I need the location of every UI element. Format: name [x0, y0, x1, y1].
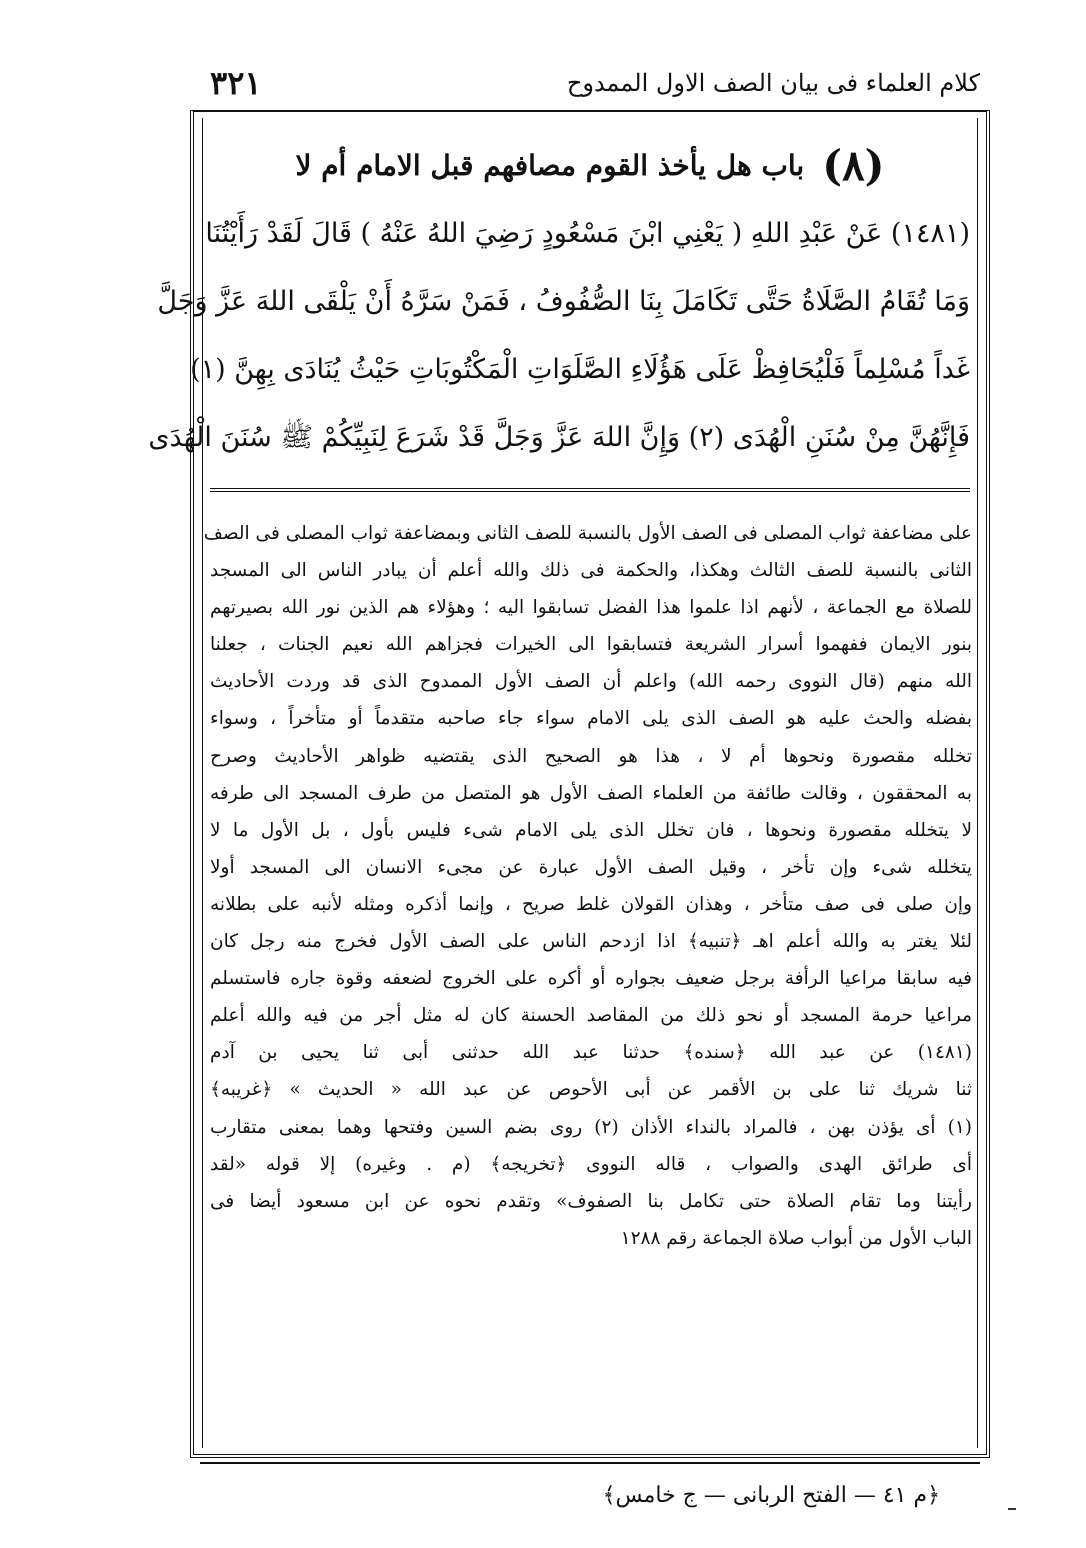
commentary-text — [203, 515, 972, 1257]
section-divider — [210, 488, 970, 492]
hadith-text — [148, 200, 970, 472]
margin-mark — [1008, 1508, 1016, 1510]
commentary-line: لئلا يغتر به والله أعلم اهـ ﴿تنبيه﴾ اذا ازدحم الناس على الصف الأول فخرج منه رجل كان — [210, 931, 972, 953]
commentary-line: على مضاعفة ثواب المصلى فى الصف الأول بالنسبة للصف الثانى وبمضاعفة ثواب المصلى فى الصف — [203, 523, 972, 544]
commentary-line: أى طرائق الهدى والصواب ، قاله النووى ﴿تخريجه﴾ (م . وغيره) إلا قوله «لقد — [210, 1153, 972, 1175]
commentary-line: (١٤٨١) عن عبد الله ﴿سنده﴾ حدثنا عبد الله حدثنى أبى ثنا يحيى بن آدم — [210, 1042, 972, 1064]
chapter-number: (٨) — [822, 140, 885, 190]
commentary-line: يتخلله شىء وإن تأخر ، وقيل الصف الأول عبارة عن مجىء الانسان الى المسجد أولا — [210, 856, 972, 878]
running-title: كلام العلماء فى بيان الصف الاول الممدوح — [566, 69, 980, 97]
commentary-line: ثنا شريك ثنا على بن الأقمر عن أبى الأحوص عن عبد الله « الحديث » ﴿غريبه﴾ — [210, 1079, 972, 1101]
chapter-heading — [210, 135, 970, 195]
hadith-line: (١٤٨١) عَنْ عَبْدِ اللهِ ( يَعْنِي ابْنَ مَسْعُودٍ رَضِيَ اللهُ عَنْهُ ) قَالَ لَقَدْ رَأَيْتُنَا — [205, 218, 970, 249]
commentary-line: به المحققون ، وقالت طائفة من العلماء الصف الأول هو المتصل من طرف المسجد الى طرفه — [210, 782, 972, 804]
commentary-line: لا يتخلله مقصورة ونحوها ، فان تخلل الذى يلى الامام شىء فليس بأول ، بل الأول ما لا — [210, 819, 972, 841]
commentary-line: تخلله مقصورة ونحوها أم لا ، هذا هو الصحيح الذى يقتضيه ظواهر الأحاديث وصرح — [210, 745, 972, 767]
commentary-line: بنور الايمان ففهموا أسرار الشريعة فتسابقوا الى الخيرات فجزاهم الله نعيم الجنات ، جعلنا — [210, 634, 972, 656]
commentary-line: بفضله والحث عليه هو الصف الذى يلى الامام سواء جاء صاحبه متقدماً أو متأخراً ، وسواء — [210, 708, 972, 730]
running-header — [210, 58, 980, 108]
hadith-line: وَمَا تُقَامُ الصَّلَاةُ حَتَّى تَكَامَلَ بِنَا الصُّفُوفُ ، فَمَنْ سَرَّهُ أَنْ يَلْقَى اللهَ عَزَّ وَجَلَّ — [157, 286, 970, 317]
hadith-line: غَداً مُسْلِماً فَلْيُحَافِظْ عَلَى هَؤُلَاءِ الصَّلَوَاتِ الْمَكْتُوبَاتِ حَيْثُ يُنَادَى بِهِنَّ (١) — [190, 354, 970, 385]
commentary-line: الله منهم (قال النووى رحمه الله) واعلم أن الصف الأول الممدوح الذى قد وردت الأحاديث — [210, 671, 972, 693]
commentary-line: (١) أى يؤذن بهن ، فالمراد بالنداء الأذان (٢) روى بضم السين وفتحها وهما بمعنى متقارب — [210, 1116, 972, 1138]
commentary-line: مراعيا حرمة المسجد أو نحو ذلك من المقاصد الحسنة كان له مثل أجر من فيه والله أعلم — [210, 1005, 972, 1027]
printer-signature: ﴿م ٤١ — الفتح الربانى — ج خامس﴾ — [602, 1483, 940, 1508]
commentary-line: الثانى بالنسبة للصف الثالث وهكذا، والحكمة فى ذلك والله أعلم أن يبادر الناس الى المسجد — [210, 560, 972, 582]
commentary-line: وإن صلى فى صف متأخر ، وهذان القولان غلط صريح ، وإنما أذكره ومثله لأنبه على بطلانه — [210, 893, 972, 915]
hadith-line: فَإِنَّهُنَّ مِنْ سُنَنِ الْهُدَى (٢) وَإِنَّ اللهَ عَزَّ وَجَلَّ قَدْ شَرَعَ لِنَبِيِّكُمْ ﷺ سُنَنَ الْهُدَى — [148, 422, 970, 453]
commentary-line: الباب الأول من أبواب صلاة الجماعة رقم ١٢٨٨ — [620, 1227, 972, 1249]
commentary-line: رأيتنا وما تقام الصلاة حتى تكامل بنا الصفوف» وتقدم نحوه عن ابن مسعود أيضا فى — [210, 1190, 972, 1212]
chapter-title: باب هل يأخذ القوم مصافهم قبل الامام أم لا — [295, 148, 805, 182]
page-number: ٣٢١ — [210, 64, 262, 102]
bottom-rule — [200, 1462, 980, 1464]
commentary-line: للصلاة مع الجماعة ، لأنهم اذا علموا هذا الفضل تسابقوا اليه ؛ وهؤلاء هم الذين نور الله بصيرتهم — [210, 597, 972, 619]
commentary-line: فيه سابقا مراعيا الرأفة برجل ضعيف بجواره أو أكره على الخروج لضعفه وقوة جاره فاستسلم — [210, 968, 972, 990]
